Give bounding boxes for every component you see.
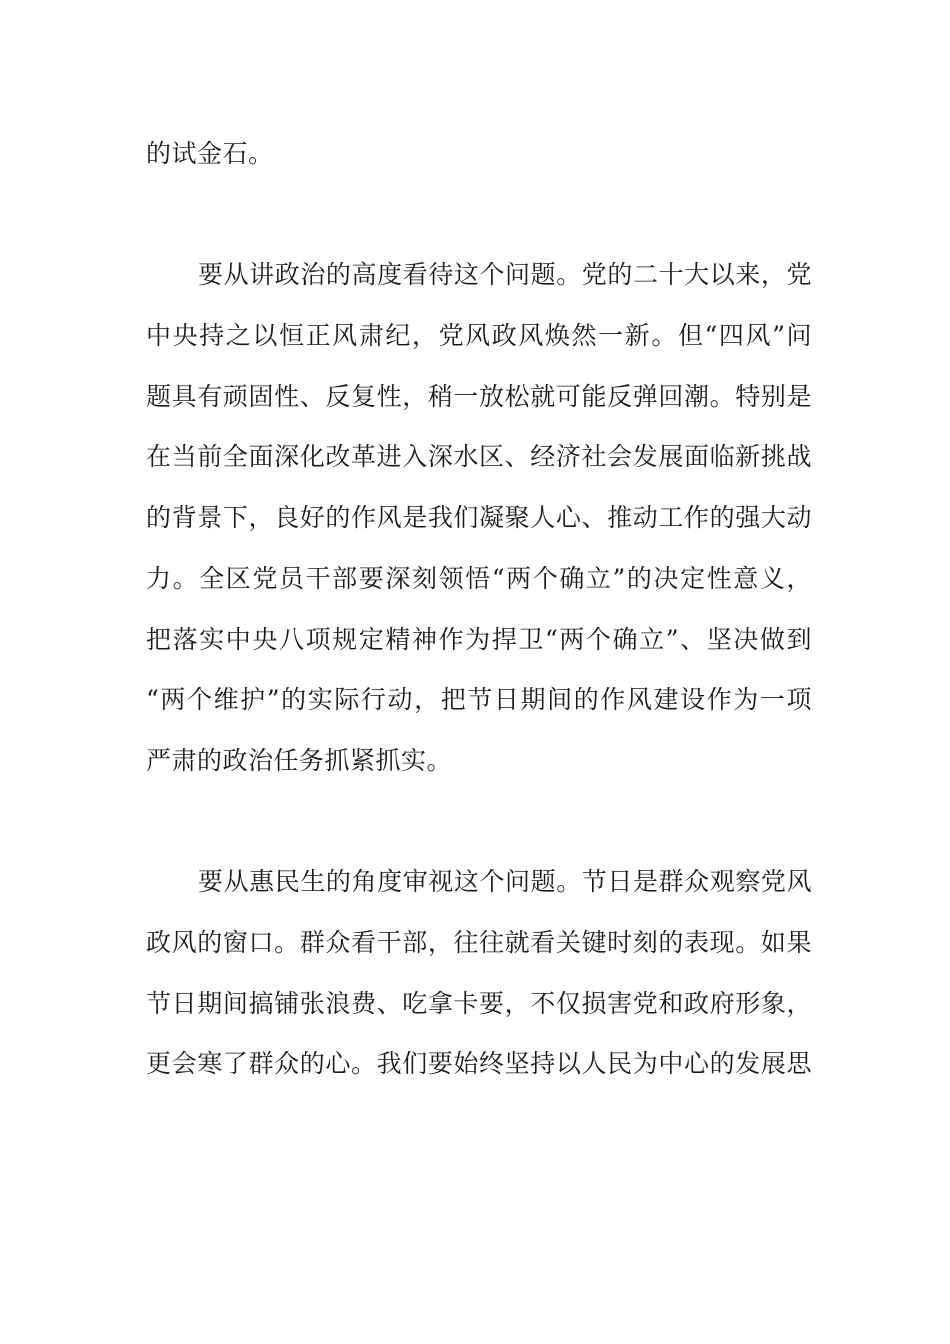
text-line: 力。全区党员干部要深刻领悟“两个确立”的决定性意义，: [146, 563, 812, 593]
document-body: [146, 124, 812, 1095]
text-line: 节日期间搞铺张浪费、吃拿卡要，不仅损害党和政府形象，: [146, 988, 812, 1018]
text-line: 的背景下，良好的作风是我们凝聚人心、推动工作的强大动: [146, 503, 812, 533]
paragraph-first-line: 要从讲政治的高度看待这个问题。党的二十大以来，党: [198, 260, 812, 290]
text-line: 把落实中央八项规定精神作为捍卫“两个确立”、坚决做到: [146, 624, 812, 654]
text-line: 的试金石。: [146, 139, 274, 168]
text-line: 更会寒了群众的心。我们要始终坚持以人民为中心的发展思: [146, 1049, 812, 1079]
text-line: 在当前全面深化改革进入深水区、经济社会发展面临新挑战: [146, 442, 812, 472]
text-line: “两个维护”的实际行动，把节日期间的作风建设作为一项: [146, 685, 812, 715]
text-line: 中央持之以恒正风肃纪，党风政风焕然一新。但“四风”问: [146, 321, 812, 351]
text-line: 题具有顽固性、反复性，稍一放松就可能反弹回潮。特别是: [146, 381, 812, 411]
text-line: 政风的窗口。群众看干部，往往就看关键时刻的表现。如果: [146, 927, 812, 957]
blank-line: [146, 185, 812, 246]
text-line: 严肃的政治任务抓紧抓实。: [146, 745, 453, 775]
blank-line: [146, 792, 812, 853]
paragraph-first-line: 要从惠民生的角度审视这个问题。节日是群众观察党风: [198, 867, 812, 897]
